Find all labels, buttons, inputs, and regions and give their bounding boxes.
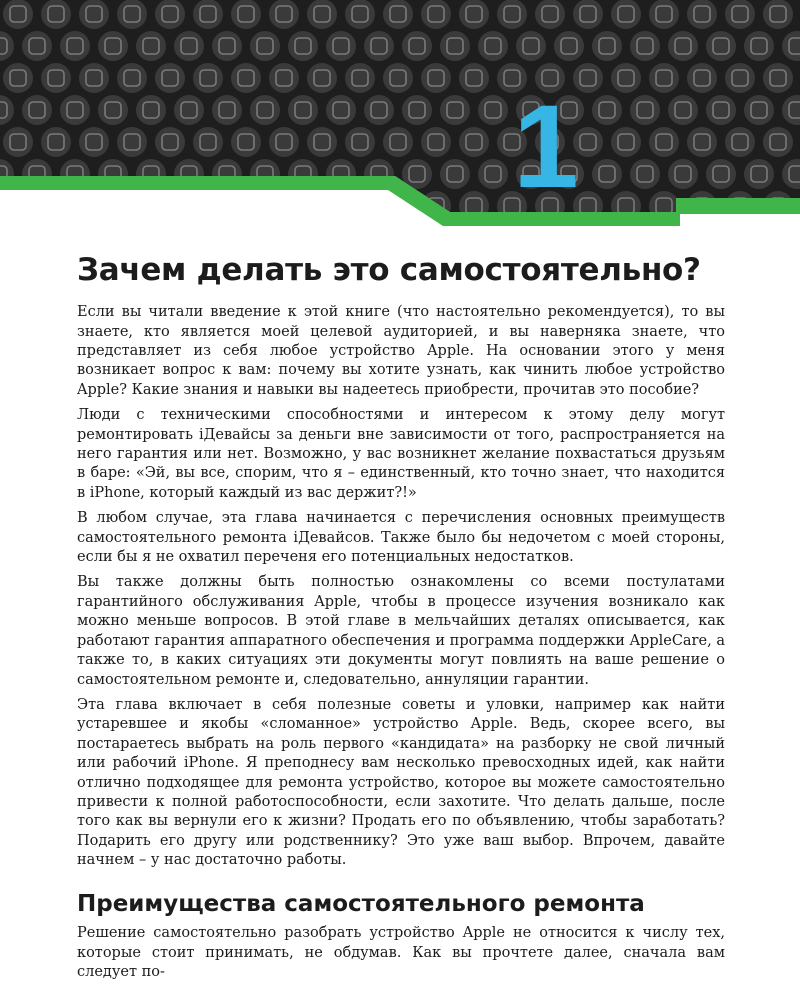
pattern-circle [193, 0, 223, 29]
pattern-circle [41, 0, 71, 29]
pattern-circle [155, 0, 185, 29]
pattern-circle [345, 63, 375, 93]
pattern-square [124, 198, 140, 214]
pattern-circle [345, 127, 375, 157]
section-title: Преимущества самостоятельного ремонта [77, 890, 645, 917]
pattern-circle [687, 63, 717, 93]
pattern-circle [592, 159, 622, 189]
pattern-square [352, 198, 368, 214]
pattern-circle [98, 223, 128, 230]
pattern-circle [440, 95, 470, 125]
pattern-circle [326, 31, 356, 61]
pattern-circle [3, 63, 33, 93]
pattern-circle [231, 63, 261, 93]
pattern-square [238, 198, 254, 214]
pattern-circle [725, 127, 755, 157]
pattern-circle [402, 31, 432, 61]
paragraph: Люди с техническими способностями и интересом к этому делу могут ремонтировать iДевайсы за деньги вне зависимости от того, распространяется на него гарантия или нет. Возможно, у вас возникнет желание похвастаться друзьям в баре: «Эй, вы все, спорим, что я – единственный, кто точно знает, что находится в iPhone, который каждый из вас держит?!» [77, 407, 725, 501]
pattern-circle [630, 159, 660, 189]
pattern-square [390, 198, 406, 214]
page-content [77, 252, 725, 988]
pattern-circle [117, 0, 147, 29]
pattern-circle [554, 31, 584, 61]
pattern-circle [136, 223, 166, 230]
pattern-circle [687, 127, 717, 157]
pattern-circle [288, 95, 318, 125]
pattern-circle [782, 223, 800, 230]
pattern-circle [364, 95, 394, 125]
pattern-circle [744, 95, 774, 125]
pattern-circle [611, 0, 641, 29]
pattern-circle [250, 31, 280, 61]
pattern-circle [41, 63, 71, 93]
pattern-circle [288, 31, 318, 61]
chapter-number: 1 [513, 81, 579, 213]
pattern-circle [364, 31, 394, 61]
pattern-circle [155, 127, 185, 157]
pattern-square [162, 198, 178, 214]
pattern-circle [250, 223, 280, 230]
pattern-circle [136, 95, 166, 125]
pattern-circle [345, 0, 375, 29]
pattern-circle [630, 31, 660, 61]
paragraph: Эта глава включает в себя полезные советы и уловки, например как найти устаревшее и якобы «сломанное» устройство Apple. Ведь, скорее всего, вы постараетесь выбрать на роль первого «кандидата» на разборку не свой личный или рабочий iPhone. Я преподнесу вам несколько превосходных идей, как найти отлично подходящее для ремонта устройство, которое вы можете самостоятельно привести к полной работоспособности, если захотите. Что делать дальше, после того как вы вернули его к жизни? Продать его по объявлению, чтобы заработать? Подарить его другу или родственнику? Это уже ваш выбор. Впрочем, давайте начнем – у нас достаточно работы. [77, 696, 725, 869]
pattern-circle [174, 223, 204, 230]
pattern-square [200, 198, 216, 214]
pattern-square [86, 198, 102, 214]
pattern-circle [307, 63, 337, 93]
pattern-circle [117, 191, 147, 221]
pattern-circle [3, 127, 33, 157]
pattern-circle [440, 159, 470, 189]
pattern-circle [611, 63, 641, 93]
pattern-circle [22, 31, 52, 61]
pattern-circle [706, 95, 736, 125]
pattern-circle [592, 31, 622, 61]
pattern-circle [744, 31, 774, 61]
pattern-circle [98, 95, 128, 125]
pattern-circle [459, 0, 489, 29]
pattern-circle [763, 0, 793, 29]
pattern-circle [250, 95, 280, 125]
pattern-circle [706, 159, 736, 189]
pattern-circle [155, 63, 185, 93]
chapter-header [0, 0, 800, 230]
pattern-circle [668, 159, 698, 189]
pattern-circle [41, 191, 71, 221]
pattern-circle [231, 191, 261, 221]
chapter-header-graphic [0, 0, 800, 230]
pattern-circle [706, 223, 736, 230]
pattern-circle [345, 191, 375, 221]
pattern-circle [478, 95, 508, 125]
pattern-circle [174, 31, 204, 61]
pattern-circle [269, 0, 299, 29]
pattern-circle [193, 63, 223, 93]
pattern-circle [307, 0, 337, 29]
pattern-circle [117, 63, 147, 93]
pattern-circle [592, 95, 622, 125]
paragraph: Вы также должны быть полностью ознакомлены со всеми постулатами гарантийного обслуживания Apple, чтобы в процессе изучения возникало как можно меньше вопросов. В этой главе в мельчайших деталях описывается, как работают гарантия аппаратного обеспечения и программа поддержки AppleCare, а также то, в каких ситуациях эти документы могут повлиять на ваше решение о самостоятельном ремонте и, следовательно, аннуляции гарантии. [77, 574, 725, 688]
pattern-circle [98, 31, 128, 61]
pattern-circle [155, 191, 185, 221]
pattern-circle [269, 127, 299, 157]
pattern-circle [307, 127, 337, 157]
pattern-circle [383, 127, 413, 157]
pattern-circle [744, 159, 774, 189]
pattern-circle [326, 223, 356, 230]
pattern-circle [231, 127, 261, 157]
pattern-circle [79, 0, 109, 29]
pattern-circle [535, 0, 565, 29]
pattern-circle [41, 127, 71, 157]
pattern-circle [307, 191, 337, 221]
pattern-circle [573, 0, 603, 29]
pattern-circle [668, 31, 698, 61]
pattern-circle [440, 31, 470, 61]
pattern-circle [212, 31, 242, 61]
pattern-circle [630, 95, 660, 125]
pattern-circle [364, 223, 394, 230]
pattern-circle [706, 31, 736, 61]
pattern-circle [326, 95, 356, 125]
pattern-circle [117, 127, 147, 157]
pattern-circle [383, 63, 413, 93]
pattern-circle [79, 191, 109, 221]
pattern-square [10, 198, 26, 214]
pattern-circle [402, 223, 432, 230]
pattern-circle [459, 127, 489, 157]
pattern-circle [763, 127, 793, 157]
pattern-circle [269, 191, 299, 221]
pattern-circle [421, 63, 451, 93]
pattern-circle [60, 223, 90, 230]
pattern-circle [193, 127, 223, 157]
pattern-circle [744, 223, 774, 230]
paragraph: В любом случае, эта глава начинается с перечисления основных преимуществ самостоятельного ремонта iДевайсов. Также было бы недочетом с моей стороны, если бы я не охватил переченя его потенциальных недостатков. [77, 510, 725, 566]
pattern-circle [60, 95, 90, 125]
pattern-circle [687, 0, 717, 29]
pattern-circle [516, 31, 546, 61]
pattern-circle [3, 191, 33, 221]
pattern-circle [497, 0, 527, 29]
pattern-circle [212, 223, 242, 230]
pattern-circle [383, 0, 413, 29]
pattern-circle [668, 95, 698, 125]
pattern-circle [193, 191, 223, 221]
pattern-circle [649, 0, 679, 29]
pattern-circle [0, 223, 14, 230]
pattern-circle [763, 63, 793, 93]
pattern-circle [79, 127, 109, 157]
pattern-circle [60, 31, 90, 61]
pattern-circle [611, 127, 641, 157]
pattern-circle [212, 95, 242, 125]
pattern-circle [269, 63, 299, 93]
pattern-circle [79, 63, 109, 93]
pattern-circle [421, 127, 451, 157]
pattern-circle [649, 63, 679, 93]
paragraph: Если вы читали введение к этой книге (что настоятельно рекомендуется), то вы знаете, кто является моей целевой аудиторией, и вы наверняка знаете, что представляет из себя любое устройство Apple. На основании этого у меня возникает вопрос к вам: почему вы хотите узнать, как чинить любое устройство Apple? Какие знания и навыки вы надеетесь приобрести, прочитав это пособие? [77, 304, 725, 398]
pattern-square [314, 198, 330, 214]
pattern-circle [459, 63, 489, 93]
pattern-circle [136, 31, 166, 61]
pattern-circle [725, 0, 755, 29]
pattern-circle [478, 159, 508, 189]
pattern-circle [22, 223, 52, 230]
pattern-circle [3, 0, 33, 29]
pattern-square [48, 198, 64, 214]
pattern-circle [174, 95, 204, 125]
pattern-square [276, 198, 292, 214]
pattern-circle [402, 95, 432, 125]
pattern-circle [288, 223, 318, 230]
pattern-circle [478, 31, 508, 61]
pattern-circle [22, 95, 52, 125]
pattern-circle [421, 0, 451, 29]
section-paragraph: Решение самостоятельно разобрать устройство Apple не относится к числу тех, которые стоит принимать, не обдумав. Как вы прочтете далее, сначала вам следует по- [77, 925, 725, 980]
pattern-circle [725, 63, 755, 93]
pattern-circle [649, 127, 679, 157]
pattern-circle [231, 0, 261, 29]
chapter-title: Зачем делать это самостоятельно? [77, 252, 701, 288]
